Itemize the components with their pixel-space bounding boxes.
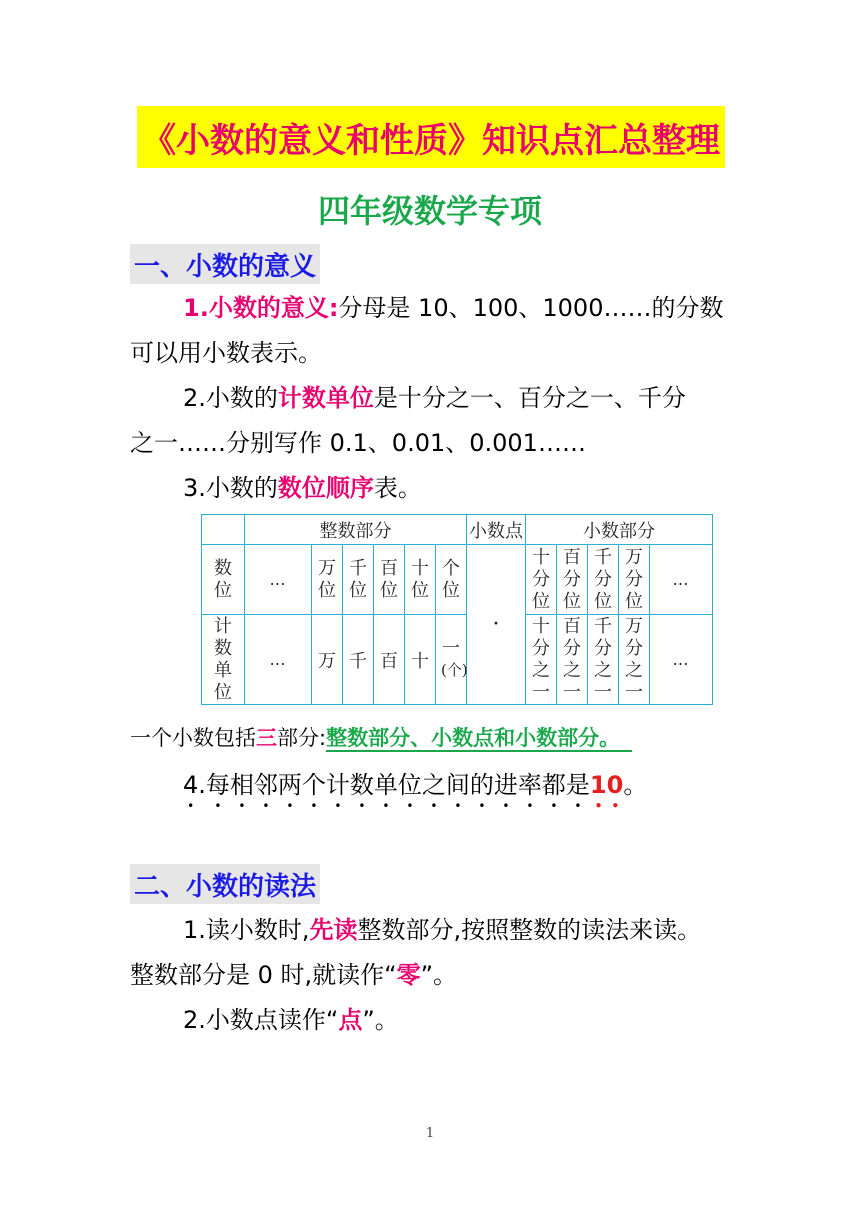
- number-highlight: 10: [589, 771, 624, 799]
- place-cell: 个位: [436, 545, 467, 615]
- row-label-unit: 计数单位: [202, 615, 245, 705]
- page-subtitle: 四年级数学专项: [317, 192, 542, 230]
- term-highlight: 点: [338, 1006, 363, 1034]
- decimal-point-cell: ·: [467, 545, 526, 705]
- page-title: 《小数的意义和性质》知识点汇总整理: [137, 106, 725, 168]
- paragraph-text: ”。: [420, 961, 458, 989]
- paragraph-text: 是十分之一、百分之一、千分: [373, 384, 686, 412]
- paragraph-2: [183, 376, 783, 421]
- paragraph-text: 1.读小数时,: [183, 916, 310, 944]
- place-cell: 百分位: [557, 545, 588, 615]
- paragraph-2-cont: 之一……分别写作 0.1、0.01、0.001……: [130, 429, 586, 457]
- term-label: 1.小数的意义:: [183, 294, 339, 322]
- paragraph-read-1: [183, 908, 783, 953]
- three-parts-sentence: [130, 716, 730, 761]
- place-cell: 万位: [312, 545, 343, 615]
- place-cell: 千分位: [588, 545, 619, 615]
- term-highlight: 先读: [309, 916, 358, 944]
- section-heading-reading: 二、小数的读法: [130, 864, 320, 904]
- paragraph-text: 整数部分是 0 时,就读作“: [130, 961, 397, 989]
- unit-cell: 千分之一: [588, 615, 619, 705]
- place-cell: 十位: [405, 545, 436, 615]
- unit-cell: 百分之一: [557, 615, 588, 705]
- number-highlight: 三: [256, 726, 277, 750]
- paragraph-read-2: [183, 998, 783, 1043]
- term-highlight: 计数单位: [277, 384, 374, 412]
- paragraph-3: [183, 466, 783, 511]
- header-decimal-point: 小数点: [467, 515, 526, 545]
- table-ellipsis-left: …: [245, 615, 312, 705]
- unit-cell: 百: [374, 615, 405, 705]
- place-cell: 百位: [374, 545, 405, 615]
- parts-highlight: 整数部分、小数点和小数部分。: [326, 726, 632, 752]
- paragraph-read-1-cont: [130, 953, 730, 998]
- place-cell: 万分位: [619, 545, 650, 615]
- place-value-table: [201, 514, 713, 705]
- unit-cell: 十: [405, 615, 436, 705]
- place-cell: 十分位: [526, 545, 557, 615]
- table-ellipsis-right: …: [650, 545, 713, 615]
- paragraph-1-cont: 可以用小数表示。: [130, 339, 322, 367]
- paragraph-text: 3.小数的: [183, 474, 278, 502]
- paragraph-text: 4.每相邻两个计数单位之间的进率都是: [183, 771, 590, 799]
- term-highlight: 数位顺序: [277, 474, 374, 502]
- paragraph-text: 部分:: [277, 726, 327, 750]
- paragraph-1: [183, 286, 783, 331]
- paragraph-text: 2.小数点读作“: [183, 1006, 339, 1034]
- table-ellipsis-right: …: [650, 615, 713, 705]
- term-highlight: 零: [396, 961, 421, 989]
- header-integer-part: 整数部分: [245, 515, 467, 545]
- table-corner-cell: [202, 515, 245, 545]
- unit-cell: 万: [312, 615, 343, 705]
- place-cell: 千位: [343, 545, 374, 615]
- paragraph-text: ”。: [362, 1006, 399, 1034]
- paragraph-text: 。: [623, 771, 648, 799]
- paragraph-text: 整数部分,按照整数的读法来读。: [357, 916, 702, 944]
- unit-cell: 千: [343, 615, 374, 705]
- unit-cell-one: 一 (个): [436, 615, 467, 705]
- table-ellipsis-left: …: [245, 545, 312, 615]
- row-label-place: 数位: [202, 545, 245, 615]
- page-number: 1: [425, 1126, 435, 1141]
- paragraph-text: 2.小数的: [183, 384, 278, 412]
- section-heading-meaning: 一、小数的意义: [130, 244, 320, 284]
- paragraph-4: [183, 763, 783, 813]
- unit-cell: 十分之一: [526, 615, 557, 705]
- paragraph-text: 一个小数包括: [130, 726, 256, 750]
- unit-cell: 万分之一: [619, 615, 650, 705]
- paragraph-text: 表。: [373, 474, 422, 502]
- header-decimal-part: 小数部分: [526, 515, 713, 545]
- paragraph-text: 分母是 10、100、1000……的分数: [338, 294, 724, 322]
